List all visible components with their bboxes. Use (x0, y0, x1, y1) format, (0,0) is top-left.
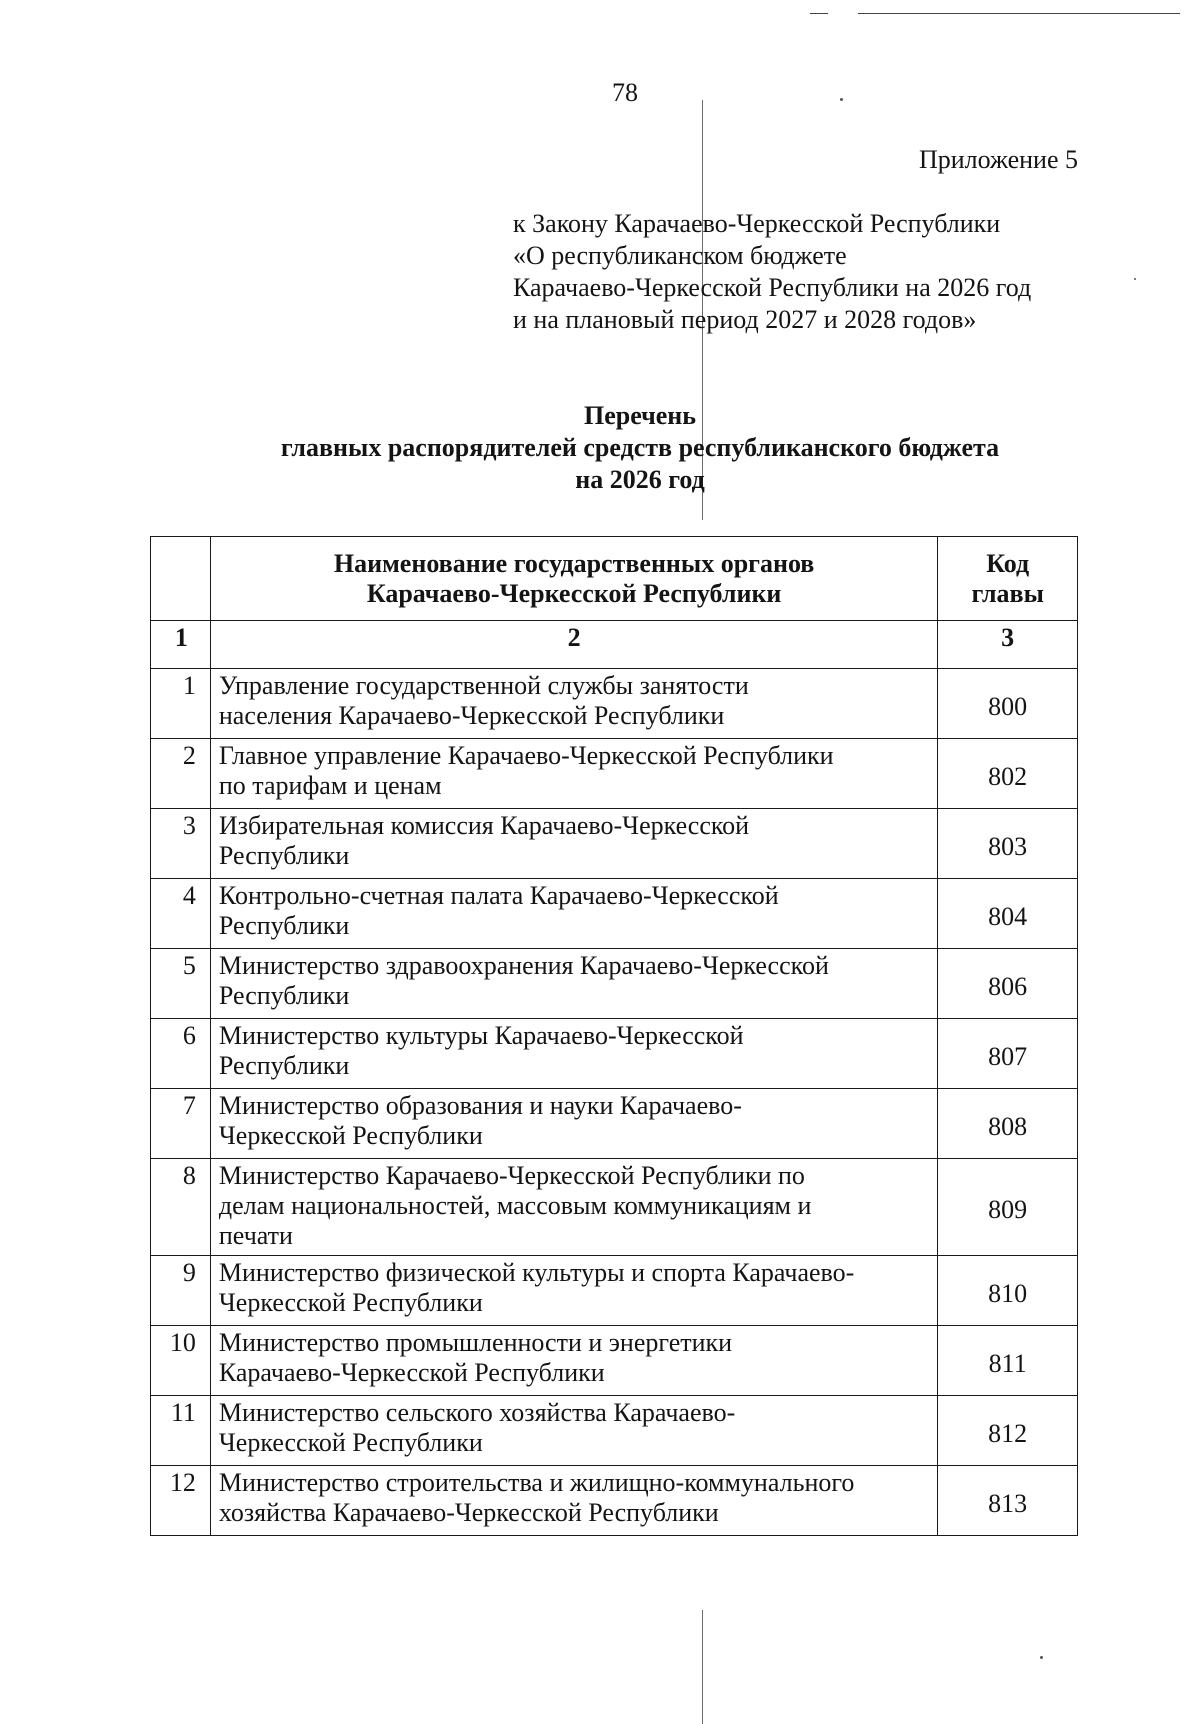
row-number-cell: 12 (151, 1466, 211, 1536)
row-code-cell: 800 (938, 669, 1078, 739)
row-name-line: Министерство физической культуры и спорта Карачаево- (218, 1258, 855, 1287)
row-name-line: Управление государственной службы занятости (218, 671, 749, 700)
table-row (151, 1089, 1078, 1159)
row-name-cell (210, 1159, 937, 1256)
column-index-cell: 2 (210, 621, 937, 669)
header-code-line: Код (986, 548, 1030, 578)
column-index-cell: 3 (938, 621, 1078, 669)
appendix-label: Приложение 5 (918, 145, 1078, 174)
row-name-cell (210, 1256, 937, 1326)
row-code-cell: 807 (938, 1019, 1078, 1089)
row-name-line: Главное управление Карачаево-Черкесской Республики (218, 741, 834, 770)
header-code-cell (938, 537, 1078, 621)
row-name-line: хозяйства Карачаево-Черкесской Республики (218, 1498, 719, 1527)
scan-speck (1040, 1656, 1043, 1659)
document-title (130, 400, 1150, 496)
row-number-cell: 2 (151, 739, 211, 809)
row-name-line: Республики (218, 911, 350, 940)
row-code-cell: 813 (938, 1466, 1078, 1536)
row-number-cell: 8 (151, 1159, 211, 1256)
column-index-row (151, 621, 1078, 669)
table-row (151, 1326, 1078, 1396)
row-number-cell: 9 (151, 1256, 211, 1326)
row-name-line: Республики (218, 1051, 350, 1080)
row-name-cell (210, 1326, 937, 1396)
scan-fold-line-lower (702, 1610, 703, 1724)
header-code-line: главы (971, 578, 1044, 608)
row-name-line: Министерство здравоохранения Карачаево-Черкесской (218, 951, 829, 980)
document-title-line: главных распорядителей средств республиканского бюджета (280, 433, 1000, 462)
scan-top-rule-dash (810, 13, 828, 14)
row-number-cell: 5 (151, 949, 211, 1019)
row-name-cell (210, 879, 937, 949)
header-number-cell (151, 537, 211, 621)
row-name-line: Министерство промышленности и энергетики (218, 1328, 733, 1357)
row-name-cell (210, 669, 937, 739)
row-number-cell: 4 (151, 879, 211, 949)
table-row (151, 1159, 1078, 1256)
scan-top-rule (858, 13, 1180, 14)
row-name-line: Министерство строительства и жилищно-коммунального (218, 1468, 855, 1497)
law-reference-line: Карачаево-Черкесской Республики на 2026 год (513, 273, 1032, 302)
row-name-line: печати (218, 1221, 293, 1250)
row-name-line: Министерство культуры Карачаево-Черкесской (218, 1021, 744, 1050)
row-name-line: Черкесской Республики (218, 1121, 483, 1150)
header-name-line: Карачаево-Черкесской Республики (366, 578, 782, 608)
law-reference-line: к Закону Карачаево-Черкесской Республики (513, 209, 1001, 238)
budget-administrators-table (150, 536, 1078, 1536)
table-row (151, 1466, 1078, 1536)
row-code-cell: 809 (938, 1159, 1078, 1256)
table-row (151, 1019, 1078, 1089)
row-name-cell (210, 739, 937, 809)
row-code-cell: 806 (938, 949, 1078, 1019)
row-name-line: Контрольно-счетная палата Карачаево-Черкесской (218, 881, 779, 910)
table-body (151, 669, 1078, 1536)
scan-speck (1134, 278, 1136, 280)
law-reference-line: и на плановый период 2027 и 2028 годов» (513, 305, 977, 334)
row-name-cell (210, 809, 937, 879)
row-name-line: по тарифам и ценам (218, 771, 442, 800)
header-name-line: Наименование государственных органов (333, 548, 815, 578)
document-title-line: на 2026 год (575, 465, 705, 494)
row-name-cell (210, 1396, 937, 1466)
row-name-line: Министерство Карачаево-Черкесской Республики по (218, 1161, 805, 1190)
document-title-line: Перечень (583, 401, 697, 430)
row-name-cell (210, 1466, 937, 1536)
row-name-line: Республики (218, 981, 350, 1010)
row-number-cell: 6 (151, 1019, 211, 1089)
row-number-cell: 10 (151, 1326, 211, 1396)
table-header-row (151, 537, 1078, 621)
page-number: 78 (612, 78, 638, 107)
row-code-cell: 802 (938, 739, 1078, 809)
table-row (151, 949, 1078, 1019)
row-name-cell (210, 1089, 937, 1159)
row-name-line: Министерство образования и науки Карачаево- (218, 1091, 742, 1120)
table-row (151, 1256, 1078, 1326)
law-reference-line: «О республиканском бюджете (513, 241, 847, 270)
row-name-line: делам национальностей, массовым коммуникациям и (218, 1191, 812, 1220)
row-name-line: Избирательная комиссия Карачаево-Черкесской (218, 811, 750, 840)
row-number-cell: 7 (151, 1089, 211, 1159)
law-reference (513, 208, 1031, 336)
row-name-line: Черкесской Республики (218, 1288, 483, 1317)
column-index-cell: 1 (151, 621, 211, 669)
header-name-cell (210, 537, 937, 621)
row-code-cell: 804 (938, 879, 1078, 949)
row-name-line: Министерство сельского хозяйства Карачаево- (218, 1398, 736, 1427)
table-row (151, 739, 1078, 809)
row-code-cell: 810 (938, 1256, 1078, 1326)
table-row (151, 879, 1078, 949)
row-name-cell (210, 949, 937, 1019)
row-name-line: Республики (218, 841, 350, 870)
row-code-cell: 808 (938, 1089, 1078, 1159)
row-number-cell: 1 (151, 669, 211, 739)
table-row (151, 669, 1078, 739)
row-name-line: Карачаево-Черкесской Республики (218, 1358, 605, 1387)
row-name-cell (210, 1019, 937, 1089)
row-number-cell: 11 (151, 1396, 211, 1466)
row-name-line: Черкесской Республики (218, 1428, 483, 1457)
row-code-cell: 811 (938, 1326, 1078, 1396)
row-name-line: населения Карачаево-Черкесской Республики (218, 701, 725, 730)
table-row (151, 1396, 1078, 1466)
table-row (151, 809, 1078, 879)
row-code-cell: 803 (938, 809, 1078, 879)
row-number-cell: 3 (151, 809, 211, 879)
row-code-cell: 812 (938, 1396, 1078, 1466)
